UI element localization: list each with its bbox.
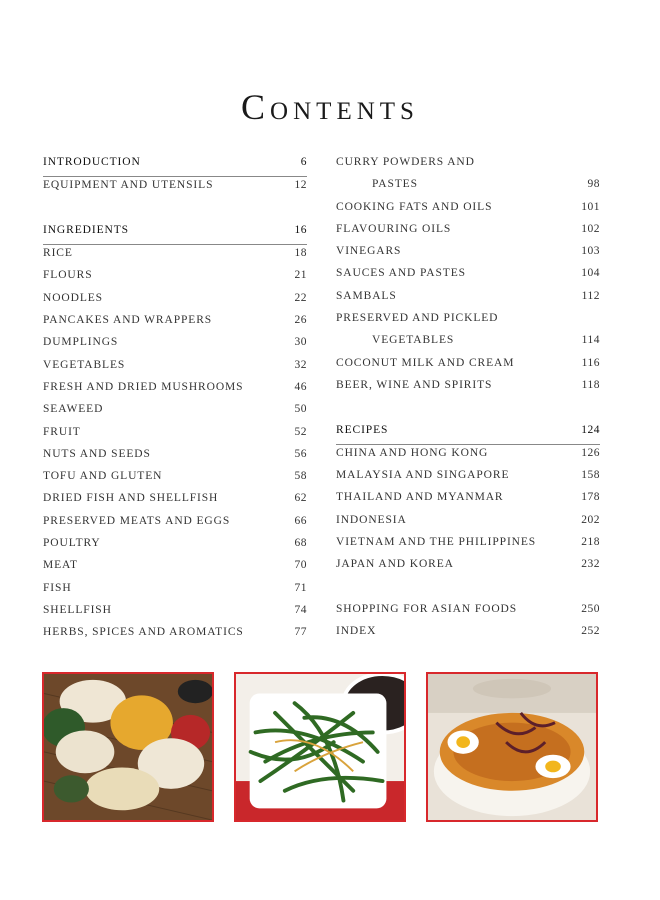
contents-column-left xyxy=(43,156,307,649)
toc-entry-index[interactable] xyxy=(336,625,600,647)
entry-page-number: 30 xyxy=(294,336,307,349)
contents-column-right xyxy=(336,156,600,648)
spacer xyxy=(336,581,600,603)
entry-page-number: 52 xyxy=(294,425,307,438)
entry-label: VIETNAM AND THE PHILIPPINES xyxy=(336,536,537,549)
toc-entry-dried-fish-and-shellfish[interactable] xyxy=(43,492,307,514)
toc-entry-shellfish[interactable] xyxy=(43,604,307,626)
entry-label: DRIED FISH AND SHELLFISH xyxy=(43,492,219,505)
entry-page-number: 98 xyxy=(587,178,600,191)
entry-page-number: 70 xyxy=(294,559,307,572)
toc-entry-indonesia[interactable] xyxy=(336,514,600,536)
curry-bowl-photo xyxy=(426,672,598,822)
entry-label: CURRY POWDERS AND xyxy=(336,156,475,168)
entry-label: SHELLFISH xyxy=(43,603,112,616)
toc-entry-vinegars[interactable] xyxy=(336,245,600,267)
entry-label: FRESH AND DRIED MUSHROOMS xyxy=(43,380,244,393)
entry-page-number: 104 xyxy=(581,267,600,280)
entry-page-number: 218 xyxy=(581,536,600,549)
entry-label: NOODLES xyxy=(43,291,103,304)
entry-page-number: 74 xyxy=(294,603,307,616)
toc-entry-curry-powders-and[interactable] xyxy=(336,156,600,178)
entry-page-number: 116 xyxy=(581,356,600,369)
toc-entry-japan-and-korea[interactable] xyxy=(336,558,600,580)
entry-label: VINEGARS xyxy=(336,245,402,258)
toc-entry-rice[interactable] xyxy=(43,247,307,269)
entry-page-number: 158 xyxy=(581,469,600,482)
entry-page-number: 102 xyxy=(581,222,600,235)
toc-entry-beer-wine-and-spirits[interactable] xyxy=(336,379,600,401)
entry-page-number: 118 xyxy=(581,378,600,391)
entry-label: VEGETABLES xyxy=(43,358,126,371)
entry-label: HERBS, SPICES AND AROMATICS xyxy=(43,626,244,639)
entry-page-number: 18 xyxy=(294,247,307,260)
toc-entry-vegetables[interactable] xyxy=(336,334,600,356)
entry-page-number: 46 xyxy=(294,380,307,393)
entry-label: INDONESIA xyxy=(336,513,407,526)
entry-label: NUTS AND SEEDS xyxy=(43,447,151,460)
entry-label: COCONUT MILK AND CREAM xyxy=(336,356,515,369)
entry-label: DUMPLINGS xyxy=(43,336,119,349)
entry-page-number: 103 xyxy=(581,245,600,258)
toc-entry-dumplings[interactable] xyxy=(43,336,307,358)
entry-page-number: 232 xyxy=(581,558,600,571)
entry-page-number: 50 xyxy=(294,403,307,416)
toc-entry-fresh-and-dried-mushrooms[interactable] xyxy=(43,381,307,403)
entry-label: TOFU AND GLUTEN xyxy=(43,470,163,483)
entry-page-number: 178 xyxy=(581,491,600,504)
toc-entry-cooking-fats-and-oils[interactable] xyxy=(336,201,600,223)
entry-page-number: 126 xyxy=(581,446,600,459)
noodles-photo xyxy=(42,672,214,822)
toc-entry-nuts-and-seeds[interactable] xyxy=(43,448,307,470)
entry-page-number: 21 xyxy=(294,269,307,282)
entry-label: SAUCES AND PASTES xyxy=(336,267,466,280)
entry-label: SAMBALS xyxy=(336,289,397,302)
spacer xyxy=(336,401,600,423)
toc-entry-herbs-spices-and-aromatics[interactable] xyxy=(43,626,307,648)
entry-label: FRUIT xyxy=(43,425,81,438)
entry-label: BEER, WINE AND SPIRITS xyxy=(336,378,493,391)
toc-entry-meat[interactable] xyxy=(43,559,307,581)
entry-label: FISH xyxy=(43,581,72,594)
entry-label: JAPAN AND KOREA xyxy=(336,558,454,571)
entry-label: COOKING FATS AND OILS xyxy=(336,200,493,213)
toc-entry-shopping-for-asian-foods[interactable] xyxy=(336,603,600,625)
entry-page-number: 16 xyxy=(294,223,307,236)
entry-label: THAILAND AND MYANMAR xyxy=(336,491,504,504)
entry-page-number: 22 xyxy=(294,291,307,304)
entry-label: FLOURS xyxy=(43,269,93,282)
toc-entry-preserved-and-pickled[interactable] xyxy=(336,312,600,334)
entry-page-number: 252 xyxy=(581,625,600,638)
entry-page-number: 114 xyxy=(581,334,600,347)
toc-entry-tofu-and-gluten[interactable] xyxy=(43,470,307,492)
entry-label: INGREDIENTS xyxy=(43,223,129,236)
entry-label: PASTES xyxy=(372,178,418,191)
entry-page-number: 101 xyxy=(581,200,600,213)
spacer xyxy=(43,202,307,224)
entry-page-number: 62 xyxy=(294,492,307,505)
entry-label: POULTRY xyxy=(43,537,101,550)
entry-label: PRESERVED AND PICKLED xyxy=(336,312,499,325)
toc-entry-coconut-milk-and-cream[interactable] xyxy=(336,357,600,379)
toc-entry-flavouring-oils[interactable] xyxy=(336,223,600,245)
entry-page-number: 58 xyxy=(294,470,307,483)
toc-entry-china-and-hong-kong[interactable] xyxy=(336,447,600,469)
entry-page-number: 71 xyxy=(294,581,307,594)
entry-label: RECIPES xyxy=(336,423,389,436)
entry-page-number: 112 xyxy=(581,289,600,302)
entry-label: RICE xyxy=(43,247,73,260)
toc-entry-noodles[interactable] xyxy=(43,292,307,314)
entry-page-number: 250 xyxy=(581,602,600,615)
entry-page-number: 68 xyxy=(294,537,307,550)
entry-label: INDEX xyxy=(336,625,377,638)
entry-page-number: 12 xyxy=(294,179,307,192)
toc-entry-vietnam-and-the-philippines[interactable] xyxy=(336,536,600,558)
entry-page-number: 32 xyxy=(294,358,307,371)
toc-entry-fish[interactable] xyxy=(43,582,307,604)
entry-label: MALAYSIA AND SINGAPORE xyxy=(336,469,510,482)
toc-entry-sambals[interactable] xyxy=(336,290,600,312)
entry-label: SEAWEED xyxy=(43,403,104,416)
entry-page-number: 77 xyxy=(294,626,307,639)
toc-entry-thailand-and-myanmar[interactable] xyxy=(336,491,600,513)
toc-entry-equipment-and-utensils[interactable] xyxy=(43,179,307,201)
entry-page-number: 124 xyxy=(581,423,600,436)
toc-entry-fruit[interactable] xyxy=(43,426,307,448)
toc-entry-pastes[interactable] xyxy=(336,178,600,200)
entry-label: PANCAKES AND WRAPPERS xyxy=(43,314,213,327)
toc-entry-poultry[interactable] xyxy=(43,537,307,559)
entry-page-number: 26 xyxy=(294,314,307,327)
toc-entry-pancakes-and-wrappers[interactable] xyxy=(43,314,307,336)
entry-label: FLAVOURING OILS xyxy=(336,222,452,235)
section-heading-recipes[interactable] xyxy=(336,424,600,445)
green-beans-photo xyxy=(234,672,406,822)
entry-page-number: 66 xyxy=(294,514,307,527)
entry-label: INTRODUCTION xyxy=(43,156,141,168)
toc-entry-seaweed[interactable] xyxy=(43,403,307,425)
entry-label: MEAT xyxy=(43,559,78,572)
entry-page-number: 6 xyxy=(300,156,307,168)
entry-label: EQUIPMENT AND UTENSILS xyxy=(43,179,214,192)
entry-page-number: 56 xyxy=(294,447,307,460)
entry-page-number: 202 xyxy=(581,513,600,526)
toc-entry-malaysia-and-singapore[interactable] xyxy=(336,469,600,491)
toc-entry-preserved-meats-and-eggs[interactable] xyxy=(43,515,307,537)
entry-label: PRESERVED MEATS AND EGGS xyxy=(43,514,231,527)
section-heading-ingredients[interactable] xyxy=(43,224,307,245)
page-title: Contents xyxy=(241,87,419,127)
toc-entry-vegetables[interactable] xyxy=(43,359,307,381)
entry-label: CHINA AND HONG KONG xyxy=(336,446,489,459)
toc-entry-flours[interactable] xyxy=(43,269,307,291)
entry-label: VEGETABLES xyxy=(372,334,455,347)
toc-entry-sauces-and-pastes[interactable] xyxy=(336,267,600,289)
section-heading-introduction[interactable] xyxy=(43,156,307,177)
entry-label: SHOPPING FOR ASIAN FOODS xyxy=(336,602,518,615)
